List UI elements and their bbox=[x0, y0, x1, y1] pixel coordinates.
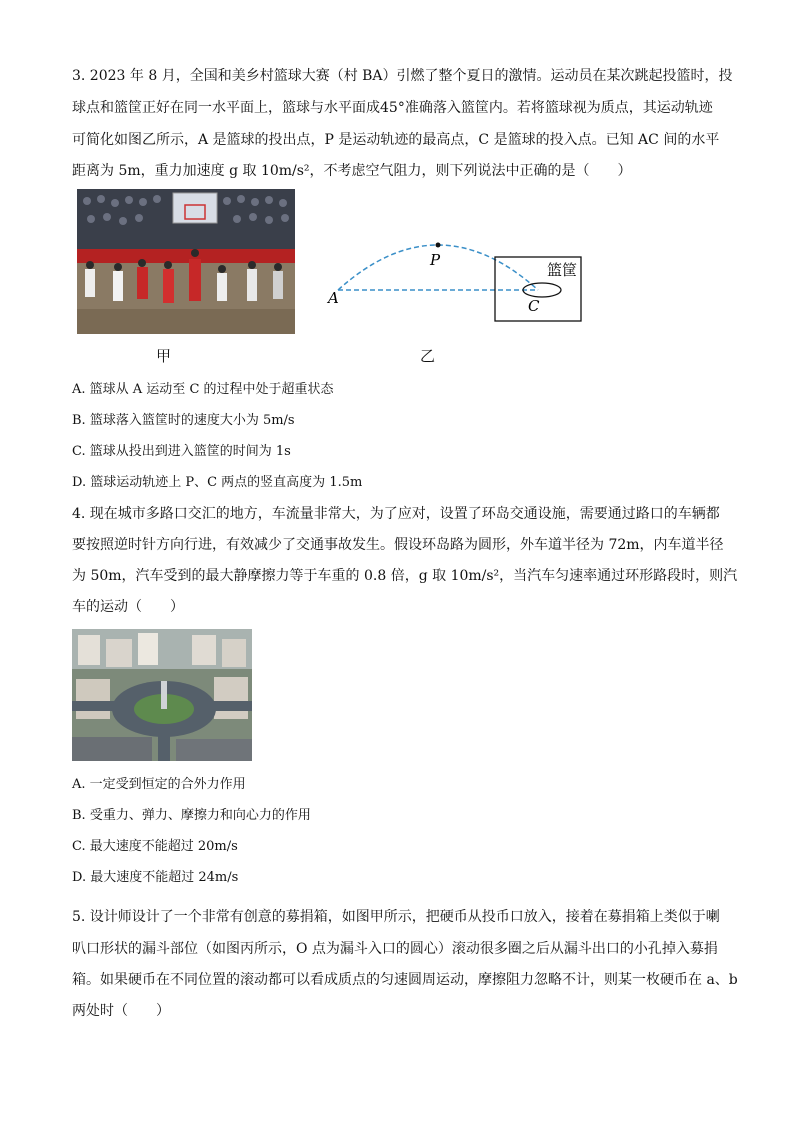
q5-line-2: 叭口形状的漏斗部位（如图丙所示，O 点为漏斗入口的圆心）滚动很多圈之后从漏斗出口的小孔掉入募捐 bbox=[72, 941, 718, 957]
point-P bbox=[436, 243, 441, 248]
label-P: P bbox=[430, 251, 441, 269]
q4-line-1: 4. 现在城市多路口交汇的地方，车流量非常大，为了应对，设置了环岛交通设施，需要通过路口的车辆都 bbox=[72, 506, 720, 522]
label-C: C bbox=[528, 297, 540, 315]
q3-option-a: A. 篮球从 A 运动至 C 的过程中处于超重状态 bbox=[72, 382, 334, 397]
q3-option-c: C. 篮球从投出到进入篮筐的时间为 1s bbox=[72, 444, 291, 459]
hoop-ellipse bbox=[523, 283, 561, 297]
q4-option-b: B. 受重力、弹力、摩擦力和向心力的作用 bbox=[72, 808, 311, 823]
q3-line-4: 距离为 5m，重力加速度 g 取 10m/s²，不考虑空气阻力，则下列说法中正确的是（ ） bbox=[72, 163, 632, 179]
basketball-photo bbox=[77, 189, 295, 334]
q4-option-c: C. 最大速度不能超过 20m/s bbox=[72, 839, 238, 854]
figure-caption-yi: 乙 bbox=[420, 347, 436, 365]
q3-line-3: 可简化如图乙所示，A 是篮球的投出点，P 是运动轨迹的最高点，C 是篮球的投入点。已知 AC 间的水平 bbox=[72, 132, 720, 148]
q5-line-3: 箱。如果硬币在不同位置的滚动都可以看成质点的匀速圆周运动，摩擦阻力忽略不计，则某一枚硬币在 a、b bbox=[72, 972, 738, 988]
q4-option-d: D. 最大速度不能超过 24m/s bbox=[72, 870, 239, 885]
q4-option-a: A. 一定受到恒定的合外力作用 bbox=[72, 777, 246, 792]
q3-option-d: D. 篮球运动轨迹上 P、C 两点的竖直高度为 1.5m bbox=[72, 475, 363, 490]
trajectory-diagram bbox=[320, 230, 590, 330]
label-A: A bbox=[328, 289, 339, 307]
q3-line-2: 球点和篮筐正好在同一水平面上，篮球与水平面成45°准确落入篮筐内。若将篮球视为质点，其运动轨迹 bbox=[72, 100, 713, 116]
q4-line-3: 为 50m，汽车受到的最大静摩擦力等于车重的 0.8 倍，g 取 10m/s²，当汽车匀速率通过环形路段时，则汽 bbox=[72, 568, 738, 584]
q3-line-1: 3. 2023 年 8 月，全国和美乡村篮球大赛（村 BA）引燃了整个夏日的激情。运动员在某次跳起投篮时，投 bbox=[72, 68, 733, 84]
figure-caption-jia: 甲 bbox=[156, 347, 172, 365]
q4-line-2: 要按照逆时针方向行进，有效减少了交通事故发生。假设环岛路为圆形，外车道半径为 72m，内车道半径 bbox=[72, 537, 724, 553]
label-basket: 篮筐 bbox=[547, 261, 578, 279]
roundabout-photo bbox=[72, 629, 252, 761]
q3-option-b: B. 篮球落入篮筐时的速度大小为 5m/s bbox=[72, 413, 295, 428]
q4-line-4: 车的运动（ ） bbox=[72, 599, 184, 615]
q5-line-4: 两处时（ ） bbox=[72, 1003, 170, 1019]
q5-line-1: 5. 设计师设计了一个非常有创意的募捐箱，如图甲所示，把硬币从投币口放入，接着在募捐箱上类似于喇 bbox=[72, 909, 720, 925]
